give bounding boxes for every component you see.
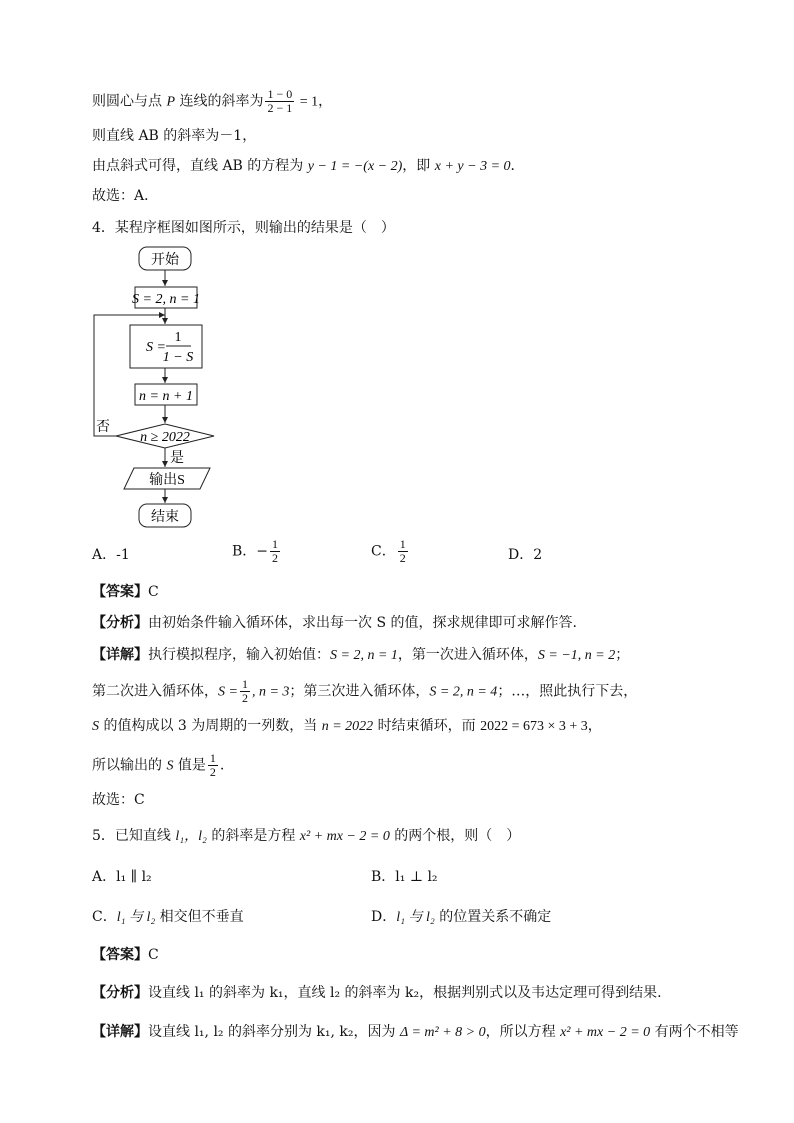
q4-detail-line-2 xyxy=(92,678,637,705)
answer-value: C xyxy=(148,584,159,600)
text-span: 的两个根，则（ ） xyxy=(389,828,521,844)
fraction-slope xyxy=(265,88,294,115)
text-span: ；…，照此执行下去， xyxy=(497,683,638,700)
flow-assign-num: 1 xyxy=(174,330,182,345)
q4-option-a: A．-1 xyxy=(92,547,130,563)
detail-tag: 【详解】 xyxy=(92,1024,148,1040)
text-span: 的值构成以 3 为周期的一列数，当 xyxy=(99,718,322,734)
flow-end-label: 结束 xyxy=(151,510,179,525)
flow-init-label: S = 2, n = 1 xyxy=(132,292,200,307)
text-span: ；第三次进入循环体， xyxy=(289,683,430,700)
choose-line: 故选：A． xyxy=(92,188,159,204)
text-span: ，第一次进入循环体， xyxy=(397,647,538,663)
answer-value: C xyxy=(148,947,159,963)
analysis-tag: 【分析】 xyxy=(92,985,148,1001)
flow-output-label: 输出S xyxy=(149,473,185,488)
math-span: l₁ 与 l₂ xyxy=(116,910,156,925)
text-span: 执行模拟程序，输入初始值： xyxy=(148,647,330,663)
solution-line-2: 则直线 AB 的斜率为－1， xyxy=(92,128,257,144)
solution-line-1 xyxy=(92,88,332,115)
text-span: 所以输出的 xyxy=(92,757,167,774)
math-span: S xyxy=(166,758,174,774)
q4-answer xyxy=(92,582,159,602)
text-span: 由点斜式可得，直线 AB 的方程为 xyxy=(92,158,308,174)
fraction-numerator: 1 xyxy=(399,537,406,551)
fraction-numerator: 1 xyxy=(241,677,248,691)
text-span: ； xyxy=(615,647,630,663)
flow-yes-label: 是 xyxy=(170,451,184,466)
q5-analysis xyxy=(92,983,662,1003)
solution-line-3 xyxy=(92,156,525,177)
flow-assign-den: 1 − S xyxy=(162,350,194,365)
q5-answer xyxy=(92,945,159,965)
analysis-tag: 【分析】 xyxy=(92,615,148,631)
math-span: , n = 3 xyxy=(251,684,290,700)
q4-detail-line-1 xyxy=(92,645,629,666)
fraction-numerator: 1 xyxy=(272,537,279,551)
q4-detail-line-4 xyxy=(92,752,224,779)
flow-start-label: 开始 xyxy=(151,253,179,268)
q5-option-b: B．l₁ ⊥ l₂ xyxy=(371,869,438,885)
answer-tag: 【答案】 xyxy=(92,584,148,600)
q4-detail-line-3 xyxy=(92,716,602,737)
fraction-numerator: 1 − 0 xyxy=(267,87,293,101)
text-span: 则圆心与点 xyxy=(92,93,167,110)
math-equation: y − 1 = −(x − 2) xyxy=(307,159,403,174)
math-span: l₁ 与 l₂ xyxy=(396,910,435,925)
math-P: P xyxy=(166,94,176,110)
math-span: S = xyxy=(218,684,238,700)
fraction-denominator: 2 xyxy=(399,551,406,565)
math-span: S = 2, n = 1 xyxy=(330,648,398,663)
text-span: 相交但不垂直 xyxy=(155,909,244,925)
q5-detail-line-1 xyxy=(92,1022,739,1043)
answer-tag: 【答案】 xyxy=(92,947,148,963)
math-span: Δ = m² + 8 > 0 xyxy=(399,1025,486,1040)
flow-assign-lhs: S = xyxy=(146,340,166,355)
math-span: x² + mx − 2 = 0 xyxy=(560,1025,651,1040)
fraction-denominator: 2 xyxy=(241,691,248,705)
math-span: l₁，l₂ xyxy=(175,829,207,844)
math-span: S = −1, n = 2 xyxy=(537,648,616,663)
math-span: n = 2022 xyxy=(321,719,374,734)
fraction xyxy=(240,678,250,705)
q4-option-c xyxy=(371,538,410,565)
fraction xyxy=(398,538,408,565)
text-span: ， xyxy=(587,718,602,734)
q4-option-d: D．2 xyxy=(508,547,543,563)
question-4-stem: 4．某程序框图如图所示，则输出的结果是（ ） xyxy=(92,220,395,236)
text-span: 值是 xyxy=(173,757,206,774)
text-span: C． xyxy=(371,543,396,560)
fraction-denominator: 2 − 1 xyxy=(267,101,293,115)
q5-option-a: A．l₁ ∥ l₂ xyxy=(92,869,152,885)
analysis-text: 由初始条件输入循环体，求出每一次 S 的值，探求规律即可求解作答. xyxy=(148,615,577,631)
fraction xyxy=(208,752,218,779)
fraction-numerator: 1 xyxy=(209,751,216,765)
text-span: ，所以方程 xyxy=(485,1024,561,1040)
flow-decision-label: n ≥ 2022 xyxy=(140,430,190,445)
question-5-stem xyxy=(92,826,520,847)
flow-increment-label: n = n + 1 xyxy=(139,389,193,404)
q4-choose: 故选：C xyxy=(92,792,145,808)
text-span: 时结束循环，而 xyxy=(373,718,481,734)
text-span: = 1， xyxy=(296,94,333,110)
q4-analysis xyxy=(92,613,577,633)
q5-option-c xyxy=(92,907,244,928)
text-span: ． xyxy=(510,158,525,174)
text-span: 有两个不相等 xyxy=(650,1024,739,1040)
text-span: 的斜率是方程 xyxy=(206,828,300,844)
text-span: B．− xyxy=(232,543,269,560)
flow-no-label: 否 xyxy=(96,420,110,435)
analysis-text: 设直线 l₁ 的斜率为 k₁，直线 l₂ 的斜率为 k₂，根据判别式以及韦达定理可得到结果. xyxy=(148,985,662,1001)
text-span: D． xyxy=(371,909,397,925)
text-span: . xyxy=(219,757,225,774)
math-equation: x + y − 3 = 0 xyxy=(434,159,511,174)
text-span: 5．已知直线 xyxy=(92,828,176,844)
fraction-denominator: 2 xyxy=(209,765,216,779)
math-span: x² + mx − 2 = 0 xyxy=(299,829,390,844)
math-span: 2022 = 673 × 3 + 3 xyxy=(480,719,588,734)
fraction-denominator: 2 xyxy=(272,551,279,565)
detail-tag: 【详解】 xyxy=(92,647,148,663)
q4-option-b xyxy=(232,538,282,565)
math-span: S = 2, n = 4 xyxy=(429,684,498,700)
text-span: 设直线 l₁, l₂ 的斜率分别为 k₁, k₂，因为 xyxy=(148,1024,400,1040)
q5-option-d xyxy=(371,907,551,928)
text-span: 第二次进入循环体， xyxy=(92,683,218,700)
fraction xyxy=(270,538,280,565)
text-span: C． xyxy=(92,909,117,925)
math-span: S xyxy=(92,719,99,734)
text-span: 连线的斜率为 xyxy=(175,93,264,110)
text-span: 的位置关系不确定 xyxy=(434,909,552,925)
flowchart xyxy=(90,243,230,533)
text-span: ，即 xyxy=(402,158,435,174)
